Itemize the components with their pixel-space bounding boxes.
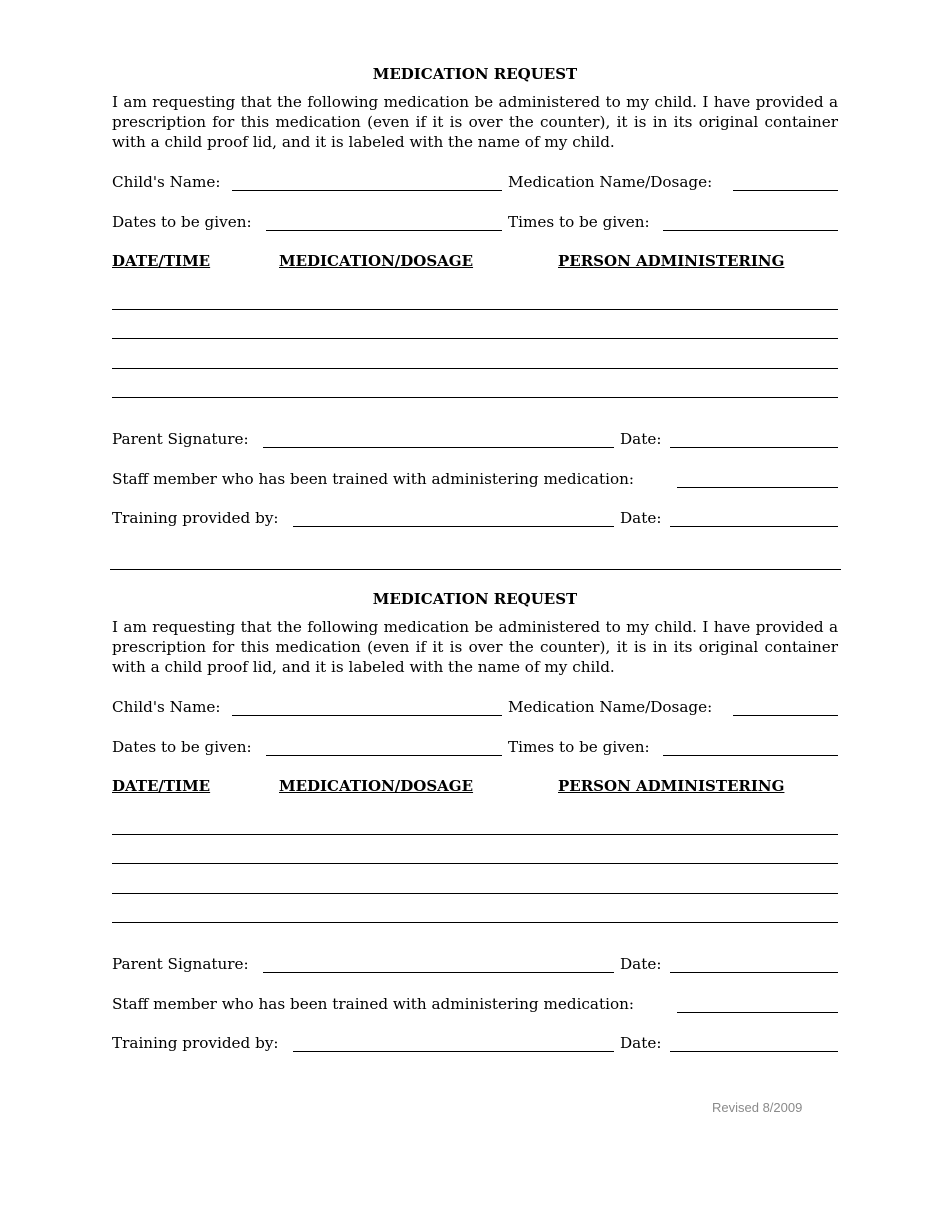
form-title: MEDICATION REQUEST <box>372 65 578 83</box>
cut-line-divider <box>110 569 841 570</box>
staff-member-label: Staff member who has been trained with administering medication: <box>112 470 634 488</box>
log-header-datetime: DATE/TIME <box>112 252 211 270</box>
child-name-field[interactable] <box>232 715 502 716</box>
log-header-datetime: DATE/TIME <box>112 777 211 795</box>
child-name-label: Child's Name: <box>112 173 221 191</box>
staff-member-field[interactable] <box>677 487 838 488</box>
child-name-label: Child's Name: <box>112 698 221 716</box>
child-name-field[interactable] <box>232 190 502 191</box>
staff-member-field[interactable] <box>677 1012 838 1013</box>
date-label: Date: <box>620 430 662 448</box>
dates-given-label: Dates to be given: <box>112 213 252 231</box>
training-by-field[interactable] <box>293 526 614 527</box>
parent-date-field[interactable] <box>670 972 838 973</box>
training-date-field[interactable] <box>670 526 838 527</box>
log-row-line[interactable] <box>112 893 838 894</box>
dates-given-field[interactable] <box>266 755 502 756</box>
intro-paragraph: I am requesting that the following medication be administered to my child. I have provided a prescription for this medication (even if it is over the counter), it is in its original container with a child proof lid, and it is labeled with the name of my child. <box>112 618 838 676</box>
medication-name-field[interactable] <box>733 190 838 191</box>
times-given-label: Times to be given: <box>508 738 650 756</box>
log-header-medication: MEDICATION/DOSAGE <box>279 252 474 270</box>
log-header-person: PERSON ADMINISTERING <box>558 252 785 270</box>
training-date-field[interactable] <box>670 1051 838 1052</box>
log-row-line[interactable] <box>112 397 838 398</box>
parent-signature-field[interactable] <box>263 447 614 448</box>
revised-date: Revised 8/2009 <box>712 1100 803 1115</box>
date-label: Date: <box>620 509 662 527</box>
training-by-label: Training provided by: <box>112 509 279 527</box>
date-label: Date: <box>620 1034 662 1052</box>
parent-signature-label: Parent Signature: <box>112 955 249 973</box>
intro-paragraph: I am requesting that the following medication be administered to my child. I have provided a prescription for this medication (even if it is over the counter), it is in its original container with a child proof lid, and it is labeled with the name of my child. <box>112 93 838 151</box>
parent-signature-field[interactable] <box>263 972 614 973</box>
parent-date-field[interactable] <box>670 447 838 448</box>
medication-name-field[interactable] <box>733 715 838 716</box>
log-row-line[interactable] <box>112 338 838 339</box>
training-by-field[interactable] <box>293 1051 614 1052</box>
training-by-label: Training provided by: <box>112 1034 279 1052</box>
medication-name-label: Medication Name/Dosage: <box>508 173 713 191</box>
staff-member-label: Staff member who has been trained with administering medication: <box>112 995 634 1013</box>
log-header-medication: MEDICATION/DOSAGE <box>279 777 474 795</box>
times-given-field[interactable] <box>663 230 838 231</box>
times-given-label: Times to be given: <box>508 213 650 231</box>
form-title: MEDICATION REQUEST <box>372 590 578 608</box>
log-header-person: PERSON ADMINISTERING <box>558 777 785 795</box>
medication-name-label: Medication Name/Dosage: <box>508 698 713 716</box>
dates-given-field[interactable] <box>266 230 502 231</box>
log-row-line[interactable] <box>112 922 838 923</box>
log-row-line[interactable] <box>112 309 838 310</box>
log-row-line[interactable] <box>112 863 838 864</box>
parent-signature-label: Parent Signature: <box>112 430 249 448</box>
times-given-field[interactable] <box>663 755 838 756</box>
log-row-line[interactable] <box>112 834 838 835</box>
log-row-line[interactable] <box>112 368 838 369</box>
date-label: Date: <box>620 955 662 973</box>
dates-given-label: Dates to be given: <box>112 738 252 756</box>
